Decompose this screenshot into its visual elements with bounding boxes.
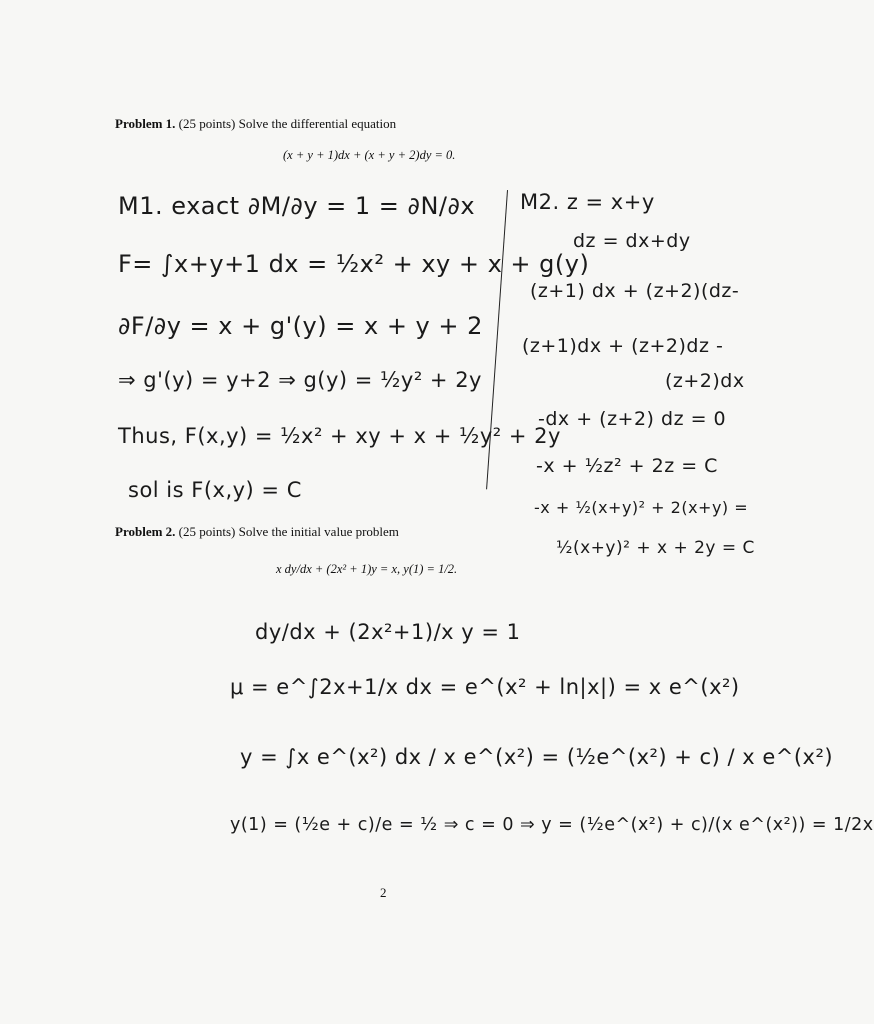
m2-line-integrated: -x + ½z² + 2z = C xyxy=(536,455,718,477)
m2-line-exact-form: -dx + (z+2) dz = 0 xyxy=(538,408,727,430)
problem-2-heading: Problem 2. xyxy=(115,524,176,539)
m2-line-back-sub: -x + ½(x+y)² + 2(x+y) = xyxy=(534,498,749,517)
p2-line-y-general: y = ∫x e^(x²) dx / x e^(x²) = (½e^(x²) + c) / x e^(x²) xyxy=(240,745,834,769)
p2-line-standard-form: dy/dx + (2x²+1)/x y = 1 xyxy=(255,620,521,644)
page-number: 2 xyxy=(380,885,387,900)
m2-line-expanded: (z+1)dx + (z+2)dz - xyxy=(522,335,724,357)
m1-line-integral: F= ∫x+y+1 dx = ½x² + xy + x + g(y) xyxy=(118,250,590,278)
problem-1-statement xyxy=(115,116,396,132)
m2-line-final: ½(x+y)² + x + 2y = C xyxy=(556,538,755,558)
m1-line-sol: sol is F(x,y) = C xyxy=(128,478,302,502)
problem-1-points: (25 points) Solve the differential equation xyxy=(178,116,397,131)
m2-line-expanded-cont: (z+2)dx xyxy=(665,370,745,392)
p2-line-initial-condition: y(1) = (½e + c)/e = ½ ⇒ c = 0 ⇒ y = (½e^(x²) + c)/(x e^(x²)) = 1/2x xyxy=(230,815,874,835)
problem-2-equation: x dy/dx + (2x² + 1)y = x, y(1) = 1/2. xyxy=(276,562,458,576)
m1-line-thus: Thus, F(x,y) = ½x² + xy + x + ½y² + 2y xyxy=(118,424,561,448)
m2-line-sub: M2. z = x+y xyxy=(520,190,655,214)
problem-1-equation: (x + y + 1)dx + (x + y + 2)dy = 0. xyxy=(283,148,456,162)
problem-2-statement xyxy=(115,524,399,540)
problem-1-heading: Problem 1. xyxy=(115,116,176,131)
m1-line-partial: ∂F/∂y = x + g'(y) = x + y + 2 xyxy=(118,312,483,340)
problem-2-points: (25 points) Solve the initial value problem xyxy=(178,524,399,539)
m2-line-dz: dz = dx+dy xyxy=(573,230,691,252)
m1-line-exact: M1. exact ∂M/∂y = 1 = ∂N/∂x xyxy=(118,192,476,220)
m2-line-substituted: (z+1) dx + (z+2)(dz- xyxy=(530,280,740,302)
p2-line-integrating-factor: μ = e^∫2x+1/x dx = e^(x² + ln|x|) = x e^(x²) xyxy=(230,675,740,699)
m1-line-gprime: ⇒ g'(y) = y+2 ⇒ g(y) = ½y² + 2y xyxy=(118,368,482,392)
